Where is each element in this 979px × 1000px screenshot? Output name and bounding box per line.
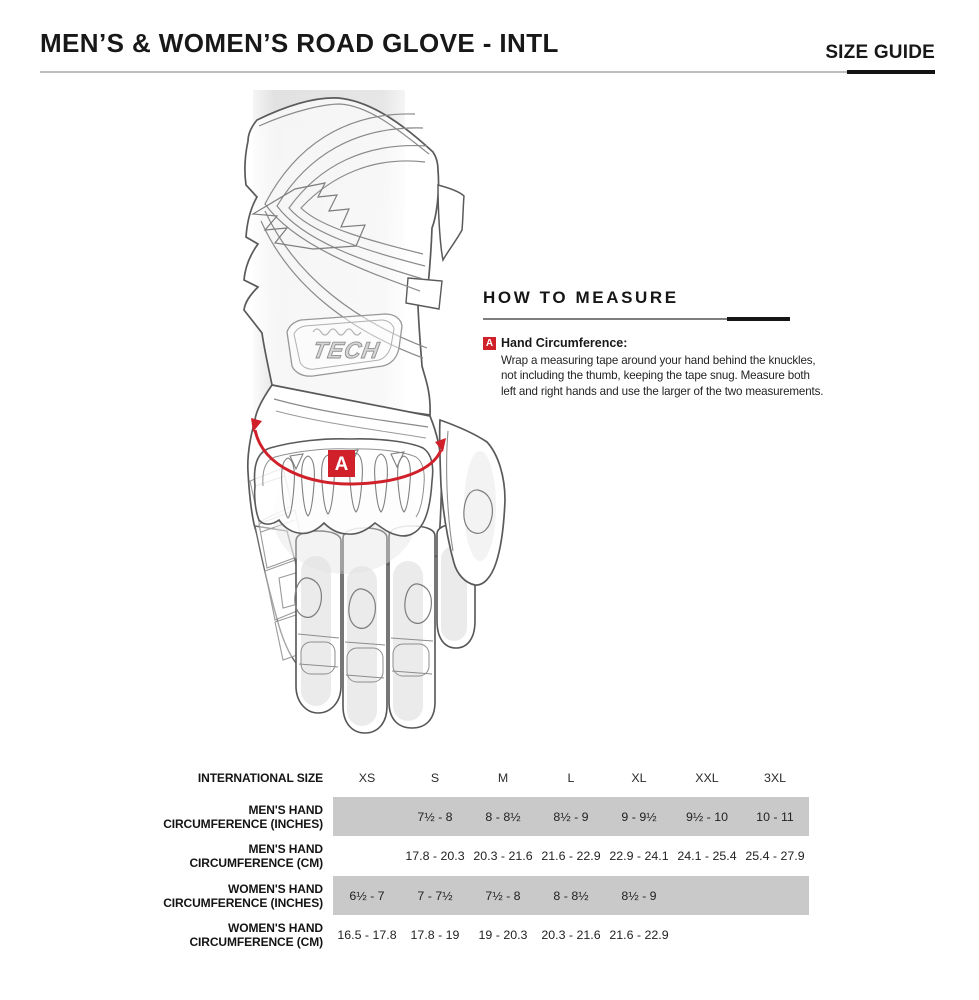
glove-line-art-svg xyxy=(195,86,515,751)
size-col-xs: XS xyxy=(358,770,376,785)
hand-circumference-description xyxy=(501,353,824,399)
table-cell: 16.5 - 17.8 xyxy=(337,928,397,942)
size-col-3xl: 3XL xyxy=(763,770,787,785)
glove-illustration xyxy=(195,86,515,751)
table-cell: 8 - 8½ xyxy=(469,797,537,836)
size-col-l: L xyxy=(567,770,575,785)
table-cell: 7 - 7½ xyxy=(401,876,469,915)
table-cell: 25.4 - 27.9 xyxy=(745,849,805,863)
table-cell: 22.9 - 24.1 xyxy=(609,849,669,863)
size-col-m: M xyxy=(497,770,509,785)
table-cell: 20.3 - 21.6 xyxy=(541,928,601,942)
table-cell: 19 - 20.3 xyxy=(478,928,528,942)
measurement-marker-a xyxy=(328,450,355,477)
glove-marker-label: A xyxy=(334,454,349,475)
table-header-label xyxy=(40,758,333,797)
size-guide-label: SIZE GUIDE xyxy=(825,42,935,63)
table-cell: 7½ - 8 xyxy=(469,876,537,915)
table-cell xyxy=(741,915,809,955)
table-cell xyxy=(741,876,809,915)
table-cell: 8½ - 9 xyxy=(537,797,605,836)
table-cell: 8½ - 9 xyxy=(605,876,673,915)
international-size-label: INTERNATIONAL SIZE xyxy=(197,770,323,785)
table-cell: 7½ - 8 xyxy=(401,797,469,836)
size-col-xl: XL xyxy=(631,770,647,785)
page-title: MEN’S & WOMEN’S ROAD GLOVE - INTL xyxy=(40,28,559,58)
hand-circumference-title: Hand Circumference: xyxy=(501,336,628,350)
table-cell: 10 - 11 xyxy=(741,797,809,836)
row-label-mens-cm: MEN'S HAND CIRCUMFERENCE (CM) xyxy=(189,842,323,870)
glove-logo-text: TECH xyxy=(310,337,382,363)
header-divider-accent xyxy=(847,70,935,74)
row-label-mens-inches: MEN'S HAND CIRCUMFERENCE (INCHES) xyxy=(163,802,323,831)
table-cell: 21.6 - 22.9 xyxy=(541,849,601,863)
size-col-s: S xyxy=(430,770,440,785)
table-cell: 17.8 - 19 xyxy=(410,928,460,942)
table-cell: 24.1 - 25.4 xyxy=(677,849,737,863)
row-label-womens-cm: WOMEN'S HAND CIRCUMFERENCE (CM) xyxy=(189,921,323,949)
description-line: left and right hands and use the larger of the two measurements. xyxy=(501,384,824,398)
table-cell: 17.8 - 20.3 xyxy=(405,849,465,863)
glove-cuff-flap xyxy=(438,185,464,260)
row-label-womens-inches: WOMEN'S HAND CIRCUMFERENCE (INCHES) xyxy=(163,881,323,910)
glove-wrist-strap xyxy=(406,278,442,309)
table-cell: 6½ - 7 xyxy=(333,876,401,915)
table-cell: 8 - 8½ xyxy=(537,876,605,915)
how-to-measure-section xyxy=(483,288,824,399)
table-cell xyxy=(333,836,401,876)
how-to-measure-divider xyxy=(483,317,790,321)
size-col-xxl: XXL xyxy=(695,770,719,785)
table-cell: 9½ - 10 xyxy=(673,797,741,836)
table-cell: 9 - 9½ xyxy=(605,797,673,836)
description-line: Wrap a measuring tape around your hand behind the knuckles, xyxy=(501,354,816,367)
header-divider xyxy=(40,71,935,73)
table-cell: 21.6 - 22.9 xyxy=(609,928,669,942)
how-to-measure-heading: HOW TO MEASURE xyxy=(483,288,679,307)
description-line: not including the thumb, keeping the tape snug. Measure both xyxy=(501,369,810,383)
table-cell xyxy=(333,797,401,836)
table-cell xyxy=(673,915,741,955)
hand-circumference-item xyxy=(483,336,824,399)
size-table xyxy=(40,758,809,955)
marker-a-badge: A xyxy=(483,337,496,350)
table-cell: 20.3 - 21.6 xyxy=(473,849,533,863)
table-cell xyxy=(673,876,741,915)
